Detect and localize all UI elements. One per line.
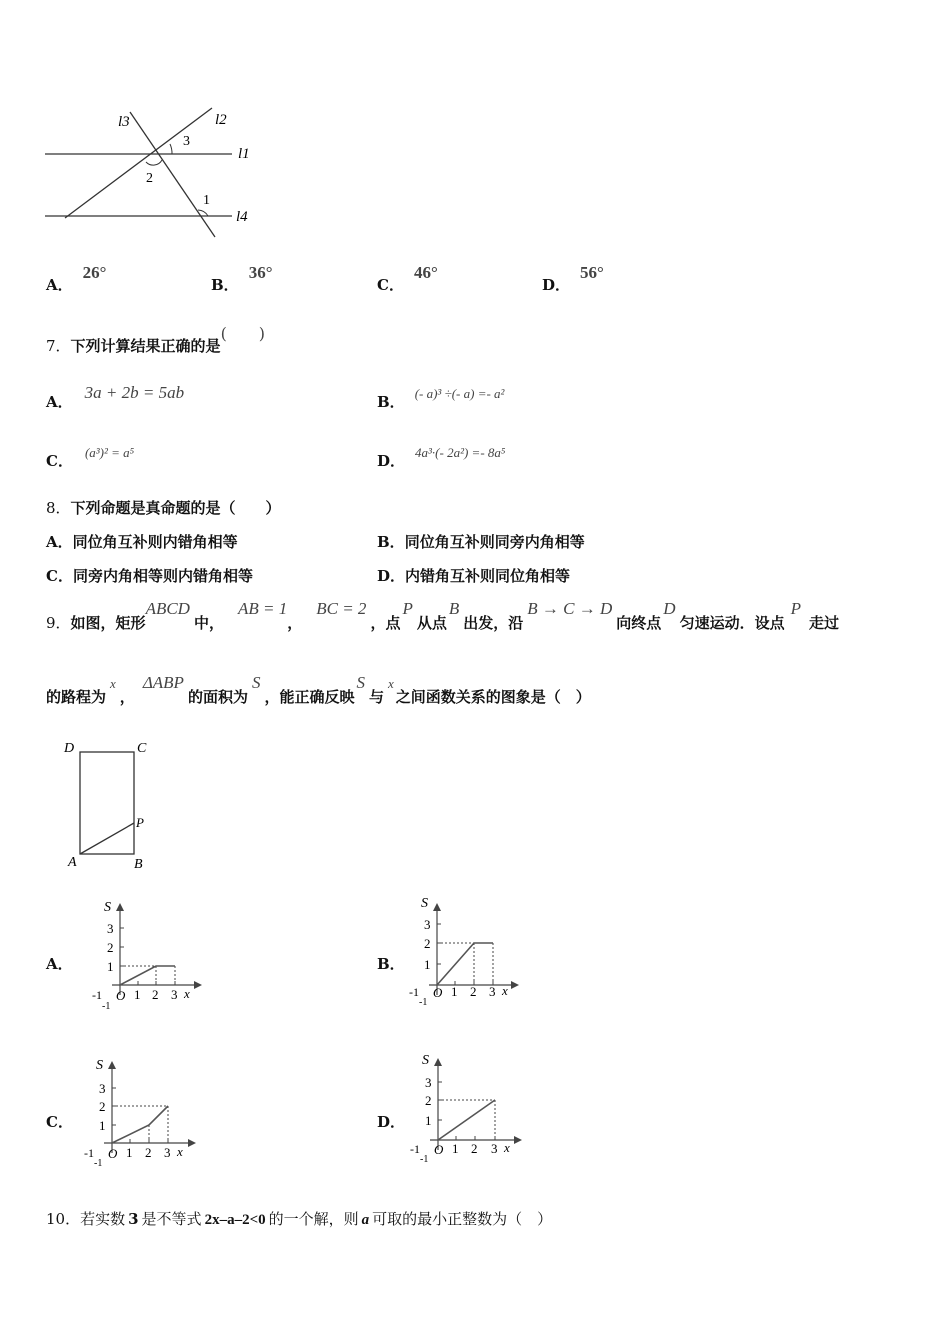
q8-option-a[interactable]: [46, 531, 238, 552]
q9-number: 9．: [46, 614, 71, 632]
q9-text-6: 出发，沿: [463, 614, 524, 632]
q7-option-a-value: 3a + 2b = 5ab: [84, 383, 185, 402]
q9-text-13: ，能正确反映: [264, 688, 355, 706]
svg-text:2: 2: [99, 1099, 106, 1114]
q8-option-a-label: A．: [46, 533, 73, 551]
segment-ap: [80, 823, 134, 854]
svg-text:1: 1: [126, 1145, 133, 1160]
q8-option-d[interactable]: [377, 565, 570, 586]
q10-stem: [46, 1208, 552, 1229]
q10-text-4: 可取的最小正整数为（ ）: [372, 1210, 553, 1228]
q9-graph-a[interactable]: [88, 895, 208, 1010]
q9-math-abcd: ABCD: [145, 599, 190, 618]
svg-text:-1: -1: [419, 997, 428, 1008]
q8-option-d-label: D．: [377, 567, 406, 585]
q9-text-2: 中，: [193, 614, 224, 632]
label-angle-3: 3: [183, 134, 190, 149]
svg-text:2: 2: [470, 984, 477, 999]
svg-text:-1: -1: [420, 1154, 429, 1165]
svg-text:1: 1: [99, 1118, 106, 1133]
q9-math-x: x: [110, 676, 116, 691]
q6-option-d-value: 56°: [580, 263, 604, 282]
svg-text:x: x: [502, 983, 508, 998]
q7-paren: ( ): [220, 324, 266, 343]
q9-text-14: 与: [368, 688, 384, 706]
q9-math-d: D: [663, 599, 676, 618]
svg-text:2: 2: [424, 936, 431, 951]
q9-math-b: B: [448, 599, 460, 618]
q9-math-s: S: [251, 673, 261, 692]
svg-text:-1: -1: [409, 985, 419, 999]
q9-option-b-label[interactable]: B．: [377, 955, 405, 973]
q9-text-9: 走过: [808, 614, 839, 632]
svg-text:S: S: [104, 900, 111, 915]
q9-stem-line2: [46, 672, 906, 706]
label-l3: l3: [118, 114, 130, 130]
q9-math-x2: x: [388, 676, 394, 691]
label-d: D: [64, 741, 75, 756]
q9-text-8: 匀速运动．设点: [679, 614, 785, 632]
q7-option-c-label: C．: [46, 452, 73, 470]
q9-text-12: 的面积为: [187, 688, 248, 706]
svg-text:O: O: [116, 988, 126, 1003]
q7-option-a[interactable]: [46, 382, 185, 411]
q8-option-c[interactable]: [46, 565, 253, 586]
label-c: C: [137, 741, 147, 756]
q7-text: 下列计算结果正确的是: [70, 337, 221, 355]
q10-inequality: 2x–a–2<0: [204, 1212, 266, 1228]
svg-text:3: 3: [171, 987, 178, 1002]
q9-text-11: ，: [119, 688, 135, 706]
q7-option-b-label: B．: [377, 393, 405, 411]
q9-option-c-label[interactable]: C．: [46, 1113, 73, 1131]
svg-text:2: 2: [152, 987, 159, 1002]
svg-text:-1: -1: [102, 1001, 111, 1010]
rectangle-abcd-figure: [60, 735, 160, 875]
q7-stem: [46, 324, 266, 356]
q8-option-c-label: C．: [46, 567, 73, 585]
q8-option-b[interactable]: [377, 531, 585, 552]
q7-option-a-label: A．: [46, 393, 73, 411]
svg-text:1: 1: [452, 1141, 459, 1156]
q7-option-b[interactable]: [377, 382, 505, 411]
svg-text:1: 1: [424, 957, 431, 972]
q9-math-s2: S: [356, 673, 365, 692]
svg-text:x: x: [504, 1140, 510, 1155]
svg-text:2: 2: [107, 940, 114, 955]
q9-text-15: 之间函数关系的图象是（ ）: [395, 688, 591, 706]
label-l1: l1: [238, 146, 250, 162]
svg-text:-1: -1: [84, 1146, 94, 1160]
q6-option-a-value: 26°: [82, 263, 107, 282]
q10-text-2: 是不等式: [141, 1210, 202, 1228]
q6-option-b-label: B．: [211, 276, 239, 294]
svg-text:O: O: [433, 985, 443, 1000]
q7-option-d-label: D．: [377, 452, 406, 470]
svg-text:-1: -1: [410, 1142, 420, 1156]
q6-option-c-value: 46°: [413, 263, 438, 282]
q10-text-3: 的一个解，则: [268, 1210, 359, 1228]
svg-text:3: 3: [491, 1141, 498, 1156]
svg-text:-1: -1: [94, 1158, 103, 1168]
label-angle-1: 1: [203, 193, 210, 208]
line-l3: [130, 112, 215, 237]
svg-text:2: 2: [425, 1093, 432, 1108]
q7-option-b-value: (- a)³ ÷(- a) =- a²: [414, 386, 505, 401]
q8-option-b-value: 同位角互补则同旁内角相等: [404, 533, 585, 551]
svg-text:3: 3: [489, 984, 496, 999]
angle-3-arc: [170, 144, 172, 154]
svg-text:O: O: [108, 1146, 118, 1161]
q9-graph-d[interactable]: [408, 1050, 528, 1165]
svg-text:3: 3: [424, 917, 431, 932]
q8-text: 下列命题是真命题的是（ ）: [70, 499, 281, 517]
q6-option-a-label: A．: [46, 276, 73, 294]
q10-var-a: a: [361, 1212, 370, 1228]
q8-number: 8．: [46, 499, 71, 517]
q8-stem: [46, 497, 281, 518]
svg-text:1: 1: [134, 987, 141, 1002]
svg-text:-1: -1: [92, 988, 102, 1002]
label-p: P: [136, 815, 144, 830]
q9-text-10: 的路程为: [46, 688, 107, 706]
svg-text:x: x: [177, 1144, 183, 1159]
q9-math-bc: BC = 2: [316, 599, 367, 618]
q6-option-d[interactable]: [542, 262, 604, 294]
q7-option-d-value: 4a³·(- 2a²) =- 8a⁵: [415, 445, 506, 460]
q9-text-7: 向终点: [616, 614, 662, 632]
label-l2: l2: [215, 112, 227, 128]
q6-option-b-value: 36°: [248, 263, 273, 282]
svg-text:1: 1: [451, 984, 458, 999]
q6-option-c-label: C．: [377, 276, 404, 294]
q9-math-abp: ΔABP: [142, 673, 184, 692]
svg-text:3: 3: [164, 1145, 171, 1160]
q9-stem-line1: [46, 598, 906, 632]
q9-text-1: 如图，矩形: [70, 614, 146, 632]
svg-text:2: 2: [471, 1141, 478, 1156]
q7-number: 7．: [46, 337, 71, 355]
q6-option-a[interactable]: [46, 262, 107, 294]
q9-math-path: B → C → D: [527, 599, 613, 618]
q8-option-b-label: B．: [377, 533, 405, 551]
label-a: A: [68, 855, 77, 870]
q9-graph-c[interactable]: [82, 1053, 202, 1168]
label-angle-2: 2: [146, 171, 153, 186]
q8-option-a-value: 同位角互补则内错角相等: [72, 533, 238, 551]
svg-text:S: S: [96, 1058, 103, 1073]
q6-option-b[interactable]: [211, 262, 273, 294]
svg-text:3: 3: [99, 1081, 106, 1096]
svg-text:3: 3: [425, 1075, 432, 1090]
q9-graph-b[interactable]: [405, 895, 525, 1010]
q7-option-c-value: (a³)² = a⁵: [84, 445, 135, 460]
svg-text:O: O: [434, 1142, 444, 1157]
q6-option-c[interactable]: [377, 262, 438, 294]
q8-option-d-value: 内错角互补则同位角相等: [405, 567, 571, 585]
svg-text:1: 1: [425, 1113, 432, 1128]
q8-option-c-value: 同旁内角相等则内错角相等: [72, 567, 253, 585]
svg-text:3: 3: [107, 921, 114, 936]
svg-text:S: S: [421, 896, 428, 911]
q9-text-3: ，: [287, 614, 303, 632]
q10-number: 10．: [46, 1210, 81, 1228]
svg-text:x: x: [184, 986, 190, 1001]
q10-num-3: 3: [128, 1210, 139, 1228]
label-b: B: [134, 857, 143, 872]
q9-text-4: ，点: [370, 614, 401, 632]
q9-option-a-label[interactable]: A．: [46, 955, 73, 973]
q9-math-p: P: [402, 599, 413, 618]
label-l4: l4: [236, 209, 248, 225]
svg-text:S: S: [422, 1053, 429, 1068]
q9-text-5: 从点: [416, 614, 447, 632]
parallel-lines-figure: [40, 100, 270, 245]
q9-math-p2: P: [790, 599, 801, 618]
svg-text:1: 1: [107, 959, 114, 974]
angle-2-arc: [146, 160, 162, 165]
q10-text-1: 若实数: [80, 1210, 126, 1228]
q7-option-c[interactable]: [46, 441, 135, 470]
q6-option-d-label: D．: [542, 276, 571, 294]
q9-math-ab: AB = 1: [237, 599, 288, 618]
svg-text:2: 2: [145, 1145, 152, 1160]
q9-option-d-label[interactable]: D．: [377, 1113, 406, 1131]
q7-option-d[interactable]: [377, 441, 506, 470]
